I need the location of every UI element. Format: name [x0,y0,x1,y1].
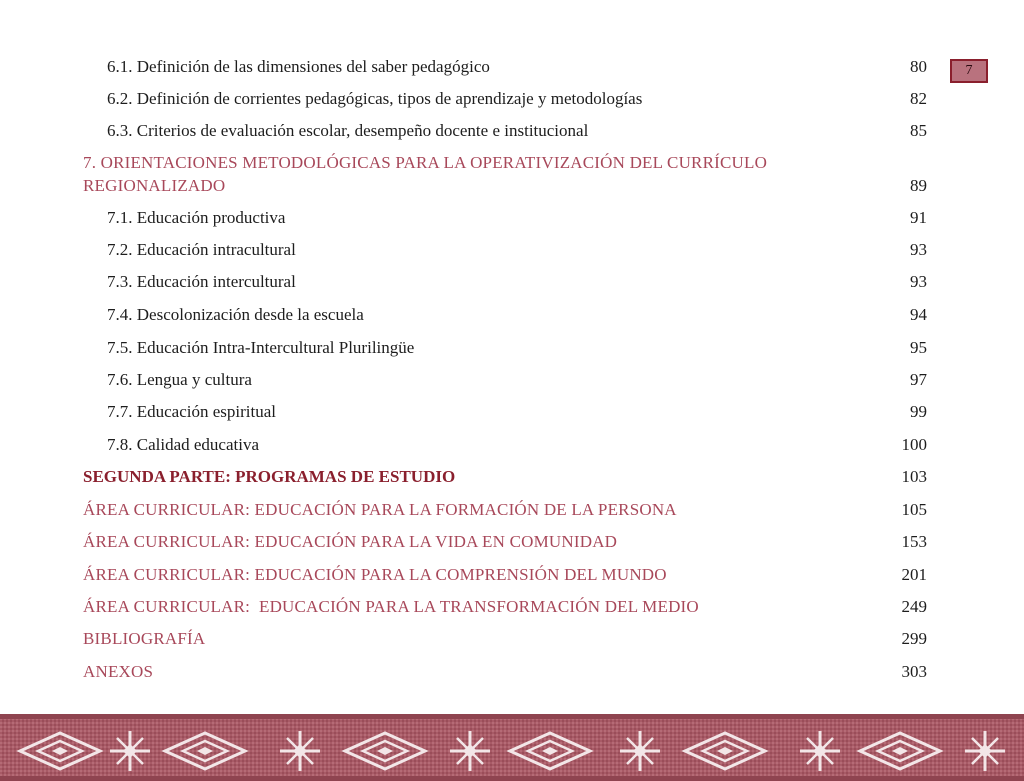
toc-entry-label: 7.3. Educación intercultural [107,272,296,291]
toc-entry-label: ÁREA CURRICULAR: EDUCACIÓN PARA LA COMPRENSIÓN DEL MUNDO [83,565,667,584]
toc-entry-page: 103 [901,467,927,486]
toc-entry-label: ÁREA CURRICULAR: EDUCACIÓN PARA LA FORMACIÓN DE LA PERSONA [83,500,677,519]
toc-entry-page: 80 [910,57,927,76]
toc-entry-label-line2: REGIONALIZADO [83,176,226,195]
toc-entry-page: 201 [901,565,927,584]
toc-entry-page: 95 [910,338,927,357]
woven-textile-pattern-icon [0,714,1024,781]
toc-entry-label: SEGUNDA PARTE: PROGRAMAS DE ESTUDIO [83,467,456,486]
toc-entry-label: 6.1. Definición de las dimensiones del saber pedagógico [107,57,490,76]
toc-entry-label: 7.2. Educación intracultural [107,240,296,259]
toc-entry-label: 7.5. Educación Intra-Intercultural Plurilingüe [107,338,415,357]
toc-entry-label: 7.6. Lengua y cultura [107,370,252,389]
toc-entry-page: 94 [910,305,927,324]
toc-entry-page: 91 [910,208,927,227]
toc-entry-label: 7.8. Calidad educativa [107,435,260,454]
toc-entry-label: 7.4. Descolonización desde la escuela [107,305,364,324]
toc-entry-label: 7.1. Educación productiva [107,208,286,227]
toc-entry-page: 97 [910,370,927,389]
toc-entry-label: ÁREA CURRICULAR: EDUCACIÓN PARA LA VIDA EN COMUNIDAD [83,532,618,551]
toc-entry-page: 105 [901,500,927,519]
toc-entry-label: ÁREA CURRICULAR: EDUCACIÓN PARA LA TRANSFORMACIÓN DEL MEDIO [83,597,699,616]
toc-entry-page: 249 [901,597,927,616]
toc-entry-page: 100 [901,435,927,454]
toc-entry-page: 303 [901,662,927,681]
toc-entry-page: 93 [910,240,927,259]
toc-entry-page: 299 [901,629,927,648]
toc-entry-label-line1: 7. ORIENTACIONES METODOLÓGICAS PARA LA OPERATIVIZACIÓN DEL CURRÍCULO [83,153,768,172]
toc-entry-page: 99 [910,402,927,421]
toc-entry-page: 82 [910,89,927,108]
toc-entry-page: 89 [910,176,927,195]
toc-entry-label: 6.3. Criterios de evaluación escolar, desempeño docente e institucional [107,121,589,140]
toc-entry-label: 6.2. Definición de corrientes pedagógicas, tipos de aprendizaje y metodologías [107,89,643,108]
toc-entry-label: 7.7. Educación espiritual [107,402,277,421]
textile-band-graphic [0,714,1024,781]
toc-entry-label: ANEXOS [83,662,154,681]
toc-entry-label: BIBLIOGRAFÍA [83,629,206,648]
toc-entry-page: 153 [901,532,927,551]
page-number-badge: 7 [950,59,988,83]
toc-entry-page: 93 [910,272,927,291]
toc-entry-page: 85 [910,121,927,140]
